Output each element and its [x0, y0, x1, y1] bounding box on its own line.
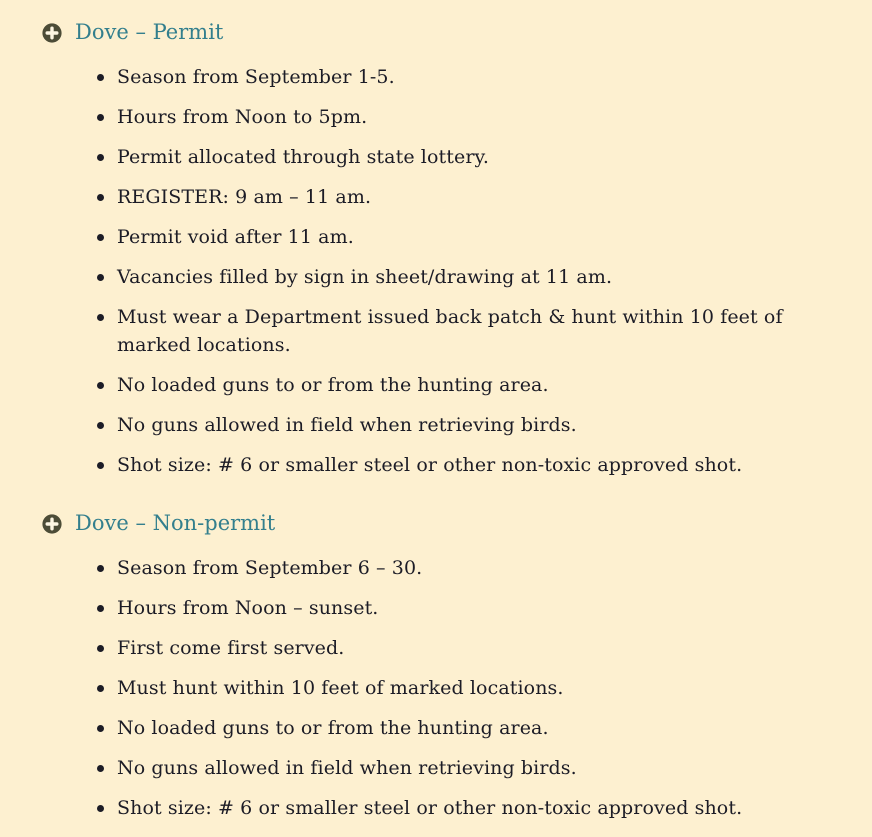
list-item: REGISTER: 9 am – 11 am.	[117, 183, 852, 211]
section-title[interactable]: Dove – Non-permit	[75, 511, 276, 535]
section-toggle-dove-non-permit[interactable]	[42, 510, 852, 537]
section-dove-non-permit	[42, 510, 852, 822]
list-item: Permit void after 11 am.	[117, 223, 852, 251]
section-dove-permit	[42, 19, 852, 479]
list-item: No loaded guns to or from the hunting area.	[117, 371, 852, 399]
rules-list-non-permit	[42, 554, 852, 822]
list-item: Hours from Noon to 5pm.	[117, 103, 852, 131]
section-title[interactable]: Dove – Permit	[75, 20, 224, 44]
list-item: Season from September 1-5.	[117, 63, 852, 91]
list-item: No guns allowed in field when retrieving birds.	[117, 754, 852, 782]
list-item: Must hunt within 10 feet of marked locations.	[117, 674, 852, 702]
list-item: Must wear a Department issued back patch & hunt within 10 feet of marked locations.	[117, 303, 852, 359]
list-item: First come first served.	[117, 634, 852, 662]
list-item: Season from September 6 – 30.	[117, 554, 852, 582]
list-item: Permit allocated through state lottery.	[117, 143, 852, 171]
list-item: No guns allowed in field when retrieving birds.	[117, 411, 852, 439]
rules-list-permit	[42, 63, 852, 479]
list-item: Shot size: # 6 or smaller steel or other non-toxic approved shot.	[117, 794, 852, 822]
section-toggle-dove-permit[interactable]	[42, 19, 852, 46]
list-item: No loaded guns to or from the hunting area.	[117, 714, 852, 742]
list-item: Shot size: # 6 or smaller steel or other non-toxic approved shot.	[117, 451, 852, 479]
list-item: Vacancies filled by sign in sheet/drawing at 11 am.	[117, 263, 852, 291]
list-item: Hours from Noon – sunset.	[117, 594, 852, 622]
plus-circle-icon[interactable]	[42, 514, 62, 534]
plus-circle-icon[interactable]	[42, 23, 62, 43]
